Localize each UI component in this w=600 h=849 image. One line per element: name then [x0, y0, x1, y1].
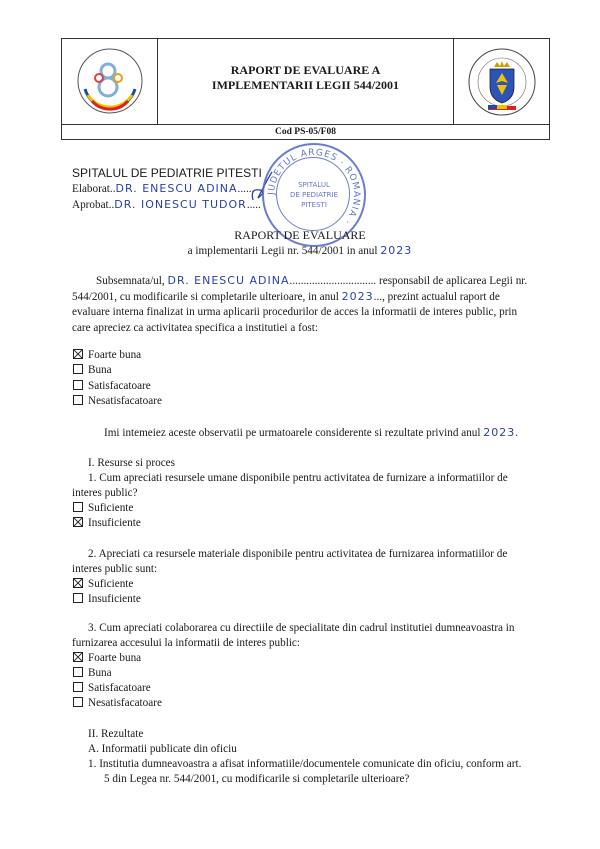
- section-2-heading: II. Rezultate: [88, 728, 144, 740]
- checkbox[interactable]: [73, 652, 83, 662]
- svg-text:SPITALUL: SPITALUL: [298, 181, 330, 189]
- checkbox[interactable]: [73, 395, 83, 405]
- report-subtitle: a implementarii Legii nr. 544/2001 in anul 2023: [187, 244, 413, 257]
- header-code-row: [62, 124, 549, 140]
- q3-option-buna[interactable]: Buna: [73, 666, 112, 681]
- question-3-line-1: 3. Cum apreciati colaborarea cu directiile de specialitate din cadrul institutiei dumneavoastra in: [88, 622, 515, 634]
- rating-option-buna[interactable]: Buna: [73, 363, 112, 378]
- question-2-line-1: 2. Apreciati ca resursele materiale disponibile pentru activitatea de furnizarea informatiilor de: [88, 548, 508, 560]
- section-1-heading: I. Resurse si proces: [88, 457, 175, 469]
- svg-text:JUDETUL ARGES · ROMANIA ·: JUDETUL ARGES · ROMANIA ·: [266, 147, 362, 227]
- q2-option-suficiente[interactable]: Suficiente: [73, 577, 133, 592]
- question-2-line-2: interes public sunt:: [72, 563, 158, 575]
- checkbox[interactable]: [73, 697, 83, 707]
- q2-option-insuficiente[interactable]: Insuficiente: [73, 592, 141, 607]
- checkbox[interactable]: [73, 517, 83, 527]
- q3-option-foarte-buna[interactable]: Foarte buna: [73, 651, 141, 666]
- section-a-heading: A. Informatii publicate din oficiu: [88, 743, 237, 755]
- left-logo-cell: [62, 39, 158, 124]
- q3-option-satisfacatoare[interactable]: Satisfacatoare: [73, 681, 151, 696]
- rating-option-foarte-buna[interactable]: Foarte buna: [73, 348, 141, 363]
- checkbox[interactable]: [73, 667, 83, 677]
- intro-line-2: 544/2001, cu modificarile si completarile ulterioare, in anul 2023..., prezint actualul raport de: [72, 290, 500, 303]
- question-4-line-2: 5 din Legea nr. 544/2001, cu modificarile si completarile ulterioare?: [104, 773, 410, 785]
- question-4-line-1: 1. Institutia dumneavoastra a afisat informatiile/documentele comunicate din oficiu, conform art.: [88, 758, 522, 770]
- elaborat-line: Elaborat..DR. ENESCU ADINA......: [72, 182, 255, 195]
- intro-line-3: evaluare interna finalizat in urma aplicarii procedurilor de acces la informatii de interes public, prin: [72, 306, 518, 318]
- county-crest-icon: [466, 45, 538, 119]
- checkbox[interactable]: [73, 593, 83, 603]
- aprobat-line: Aprobat..DR. IONESCU TUDOR.....: [72, 198, 261, 211]
- svg-text:PITESTI: PITESTI: [301, 201, 327, 209]
- q3-option-nesatisfacatoare[interactable]: Nesatisfacatoare: [73, 696, 162, 711]
- intro-line-4: care apreciez ca activitatea specifica a institutiei a fost:: [72, 322, 318, 334]
- checkbox[interactable]: [73, 364, 83, 374]
- q1-option-insuficiente[interactable]: Insuficiente: [73, 516, 141, 531]
- report-title: RAPORT DE EVALUARE: [234, 228, 366, 242]
- year-handwriting: 2023: [380, 244, 413, 257]
- rating-option-nesatisfacatoare[interactable]: Nesatisfacatoare: [73, 394, 162, 409]
- aprobat-handwriting: DR. IONESCU TUDOR: [114, 198, 247, 211]
- document-code: Cod PS-05/F08: [275, 127, 336, 137]
- svg-text:DE PEDIATRIE: DE PEDIATRIE: [289, 191, 339, 199]
- basis-line: Imi intemeiez aceste observatii pe urmatoarele considerente si rezultate privind anul 2023.: [104, 426, 519, 439]
- q1-option-suficiente[interactable]: Suficiente: [73, 501, 133, 516]
- checkbox[interactable]: [73, 502, 83, 512]
- checkbox[interactable]: [73, 349, 83, 359]
- document-header: [61, 38, 550, 140]
- question-1-line-2: interes public?: [72, 487, 138, 499]
- elaborat-handwriting: DR. ENESCU ADINA: [115, 182, 238, 195]
- intro-line-1: Subsemnata/ul, DR. ENESCU ADINA............................... responsabil de aplicarea Legii nr.: [96, 274, 528, 287]
- checkbox[interactable]: [73, 380, 83, 390]
- checkbox[interactable]: [73, 578, 83, 588]
- right-logo-cell: [453, 39, 549, 124]
- rating-option-satisfacatoare[interactable]: Satisfacatoare: [73, 379, 151, 394]
- checkbox[interactable]: [73, 682, 83, 692]
- institution-name: SPITALUL DE PEDIATRIE PITESTI: [72, 166, 262, 180]
- header-title: RAPORT DE EVALUARE A IMPLEMENTARII LEGII 544/2001: [211, 63, 400, 92]
- hospital-logo-icon: [75, 45, 145, 117]
- question-3-line-2: furnizarea accesului la informatii de interes public:: [72, 637, 300, 649]
- question-1-line-1: 1. Cum apreciati resursele umane disponibile pentru activitatea de furnizare a informatiilor de: [88, 472, 508, 484]
